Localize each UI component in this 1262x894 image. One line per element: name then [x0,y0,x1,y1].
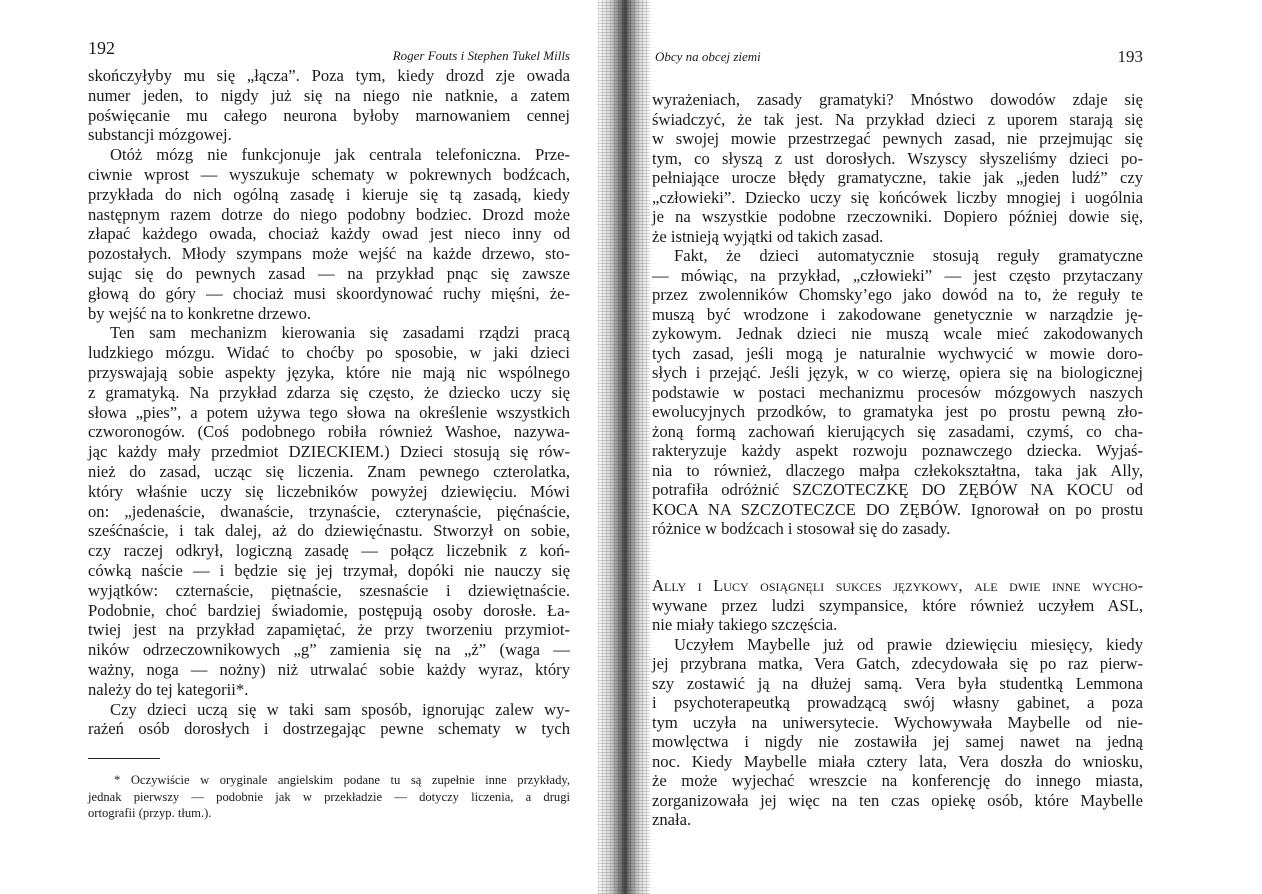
text-line: tym, co słyszą z ust dorosłych. Wszyscy słyszeliśmy dzieci po- [652,148,1143,168]
text-line: że istnieją wyjątki od takich zasad. [652,226,884,246]
text-line: Ten sam mechanizm kierowania się zasadami rządzi pracą [110,323,570,343]
text-line: należy do tej kategorii*. [88,679,249,699]
text-line: pozostałych. Młody szympans może wejść na każde drzewo, sto- [88,244,570,264]
text-line: wyrażeniach, zasady gramatyki? Mnóstwo dowodów zdaje się [652,90,1143,109]
text-line: zorganizowała jej więc na ten czas opiekę osób, które Maybelle [652,790,1143,810]
text-line: przez zwolenników Chomsky’ego jako dowód na to, że reguły te [652,285,1143,304]
right-page [630,0,1262,894]
text-line: podstawie w postaci mechanizmu procesów mózgowych naszych [652,382,1143,402]
paragraph [88,323,570,699]
paragraph [652,90,1143,246]
running-head: Roger Fouts i Stephen Tukel Mills [392,48,570,63]
text-line: świadczyć, że tak jest. Na przykład dzieci z uporem starają się [652,109,1143,129]
text-line: wyjątków: czternaście, piętnaście, szesnaście i dziewiętnaście. [88,580,570,600]
text-line: zykowym. Jednak dzieci nie muszą wcale mieć zakodowanych [652,324,1143,343]
text-line: — mówiąc, na przykład, „człowieki” — jest często przytaczany [652,265,1143,285]
text-line: nie miały takiego szczęścia. [652,615,838,634]
text-line: żoną formą zachowań kierujących się zasadami, czymś, co cha- [652,421,1143,441]
text-line: by wejść na to konkretne drzewo. [88,303,312,323]
text-line: ciwnie wprost — wyszukuje schematy w pokrewnych bodźcach, [88,164,570,184]
text-line: „człowieki”. Dziecko uczy się końcówek liczby mnogiej i uogólnia [652,187,1143,207]
text-line: poświęcanie mu całego neurona byłoby marnowaniem cennej [88,105,570,125]
footnote-line: jednak pierwszy — podobnie jak w przekładzie — dotyczy liczenia, a drugi [88,789,570,804]
text-line: sześćnaście, i tak dalej, aż do dziewięćnastu. Stworzył on sobie, [88,521,570,541]
text-line: z gramatyką. Na przykład zdarza się często, że dziecko uczy się [88,382,570,402]
text-line: złapać każdego owada, chociaż każdy owad jest nieco inny od [88,224,570,244]
paragraph [652,246,1143,539]
section-start-paragraph [652,576,1143,635]
text-line: Otóż mózg nie funkcjonuje jak centrala telefoniczna. Prze- [110,145,570,165]
text-line: różnice w bodźcach i stosował się do zasady. [652,519,951,538]
footnote-rule [88,758,160,759]
text-line: twiej jest na przykład zapamiętać, że przy tworzeniu przymiot- [88,620,570,640]
text-line: w swojej mowie przestrzegać pewnych zasad, nie przejmując się [652,129,1143,148]
text-line: wywane przez ludzi szympansice, które również uczyłem ASL, [652,595,1143,615]
left-page [0,0,600,894]
text-line: i psychoterapeutką prowadzącą swój własny gabinet, a poza [652,693,1143,712]
text-line: Podobnie, choć bardziej świadomie, postępują osoby dorosłe. Ła- [88,600,570,620]
text-line: ewolucyjnych przodków, to gramatyka jest po prostu pewną zło- [652,402,1143,421]
text-line: nia to również, dlaczego małpa człekokształtna, taka jak Ally, [652,460,1143,480]
footnote [88,772,570,822]
text-line: KOCA NA SZCZOTECZCE DO ZĘBÓW. Ignorował on po prostu [652,499,1143,519]
text-line: następnym razem dotrze do niego podobny bodziec. Drozd może [88,204,570,224]
body-text [88,66,570,739]
paragraph [88,700,570,740]
text-line: przyswajają sobie aspekty języka, które nie mają nic wspólnego [88,362,570,382]
text-line: tym uczyła na uniwersytecie. Wychowywała Maybelle od nie- [652,712,1143,732]
text-line: sując się do pewnych zasad — na przykład pnąc się zawsze [88,263,570,283]
text-line: jąc każdy mały przedmiot DZIECKIEM.) Dzieci stosują się rów- [88,442,570,462]
text-line: znała. [652,810,692,829]
text-line: numer jeden, to nigdy już się na niego nie natknie, a zatem [88,85,570,105]
text-line: substancji mózgowej. [88,125,232,145]
page-number: 192 [88,38,115,58]
text-line: tych zasad, jeśli mogą je naturalnie wychwycić w mowie doro- [652,343,1143,363]
text-line: muszą być wrodzone i zakodowane genetycznie w narządzie ję- [652,304,1143,324]
text-line: skończyłyby mu się „łącza”. Poza tym, kiedy drozd zje owada [88,66,570,85]
page-number: 193 [1117,47,1143,66]
text-line: pełniające urocze błędy gramatyczne, takie jak „jeden ludź” czy [652,168,1143,187]
text-line: mowlęctwa i nigdy nie zostawiła jej samej nawet na jedną [652,732,1143,751]
running-head: Obcy na obcej ziemi [655,49,761,64]
text-line: przykłada do nich ogólną zasadę i kieruje się tą zasadą, kiedy [88,184,570,204]
text-line: który właśnie uczy się liczebników powyżej dziewięciu. Mówi [88,481,570,501]
text-line: czy raczej odkrył, logiczną zasadę — połącz liczebnik z koń- [88,541,570,561]
text-line: on: „jedenaście, dwanaście, trzynaście, czterynaście, pięćnaście, [88,501,570,521]
text-line: rażeń osób dorosłych i dostrzegając pewne schematy w tych [88,719,570,739]
text-line: szy zostawić ją na dłużej samą. Vera była studentką Lemmona [652,673,1143,693]
text-line: że może wyjechać wreszcie na konferencję do innego miasta, [652,771,1143,790]
text-line: jej przybrana matka, Vera Gatch, zdecydowała się po raz pierw- [652,654,1143,673]
text-line: głową do góry — chociaż musi skoordynować ruchy mięśni, że- [88,283,570,303]
text-line: cówką naście — i będzie się jej trzymał, dopóki nie nauczy się [88,560,570,580]
text-line: ważny, noga — nożny) niż utrwalać sobie każdy wyraz, który [88,659,570,679]
text-line: rakteryzuje każdy aspekt rozwoju poznawczego dziecka. Wyjaś- [652,441,1143,460]
text-line: słych i przejąć. Jeśli język, w co wierzę, opiera się na biologicznej [652,363,1143,382]
body-text [652,90,1143,830]
paragraph [88,66,570,145]
text-line: Fakt, że dzieci automatycznie stosują reguły gramatyczne [674,246,1143,265]
paragraph [652,635,1143,830]
text-line: potrafiła odróżnić SZCZOTECZKĘ DO ZĘBÓW NA KOCU od [652,480,1143,499]
text-line: nież do zasad, ucząc się liczenia. Znam pewnego czterolatka, [88,461,570,481]
text-line: ludzkiego mózgu. Widać to choćby po sposobie, w jaki dzieci [88,343,570,363]
footnote-line: * Oczywiście w oryginale angielskim podane tu są zupełnie inne przykłady, [114,773,570,787]
text-line: słowa „pies”, a potem używa tego słowa na określenie wszystkich [88,402,570,422]
text-line: noc. Kiedy Maybelle miała cztery lata, Vera doszła do wniosku, [652,751,1143,771]
paragraph [88,145,570,323]
text-line: Uczyłem Maybelle już od prawie dziewięciu miesięcy, kiedy [674,634,1143,654]
text-line: ników odrzeczownikowych „g” zamienia się na „ż” (waga — [88,640,570,660]
text-line: czworonogów. (Coś podobnego robiła również Washoe, nazywa- [88,422,570,442]
text-line: Czy dzieci uczą się w taki sam sposób, ignorując zalew wy- [110,699,570,719]
footnote-line: ortografii (przyp. tłum.). [88,806,212,820]
text-line: je na wszystkie podobne rzeczowniki. Dopiero później dowie się, [652,207,1143,226]
text-line: Ally i Lucy osiągnęli sukces językowy, ale dwie inne wycho- [652,576,1143,595]
